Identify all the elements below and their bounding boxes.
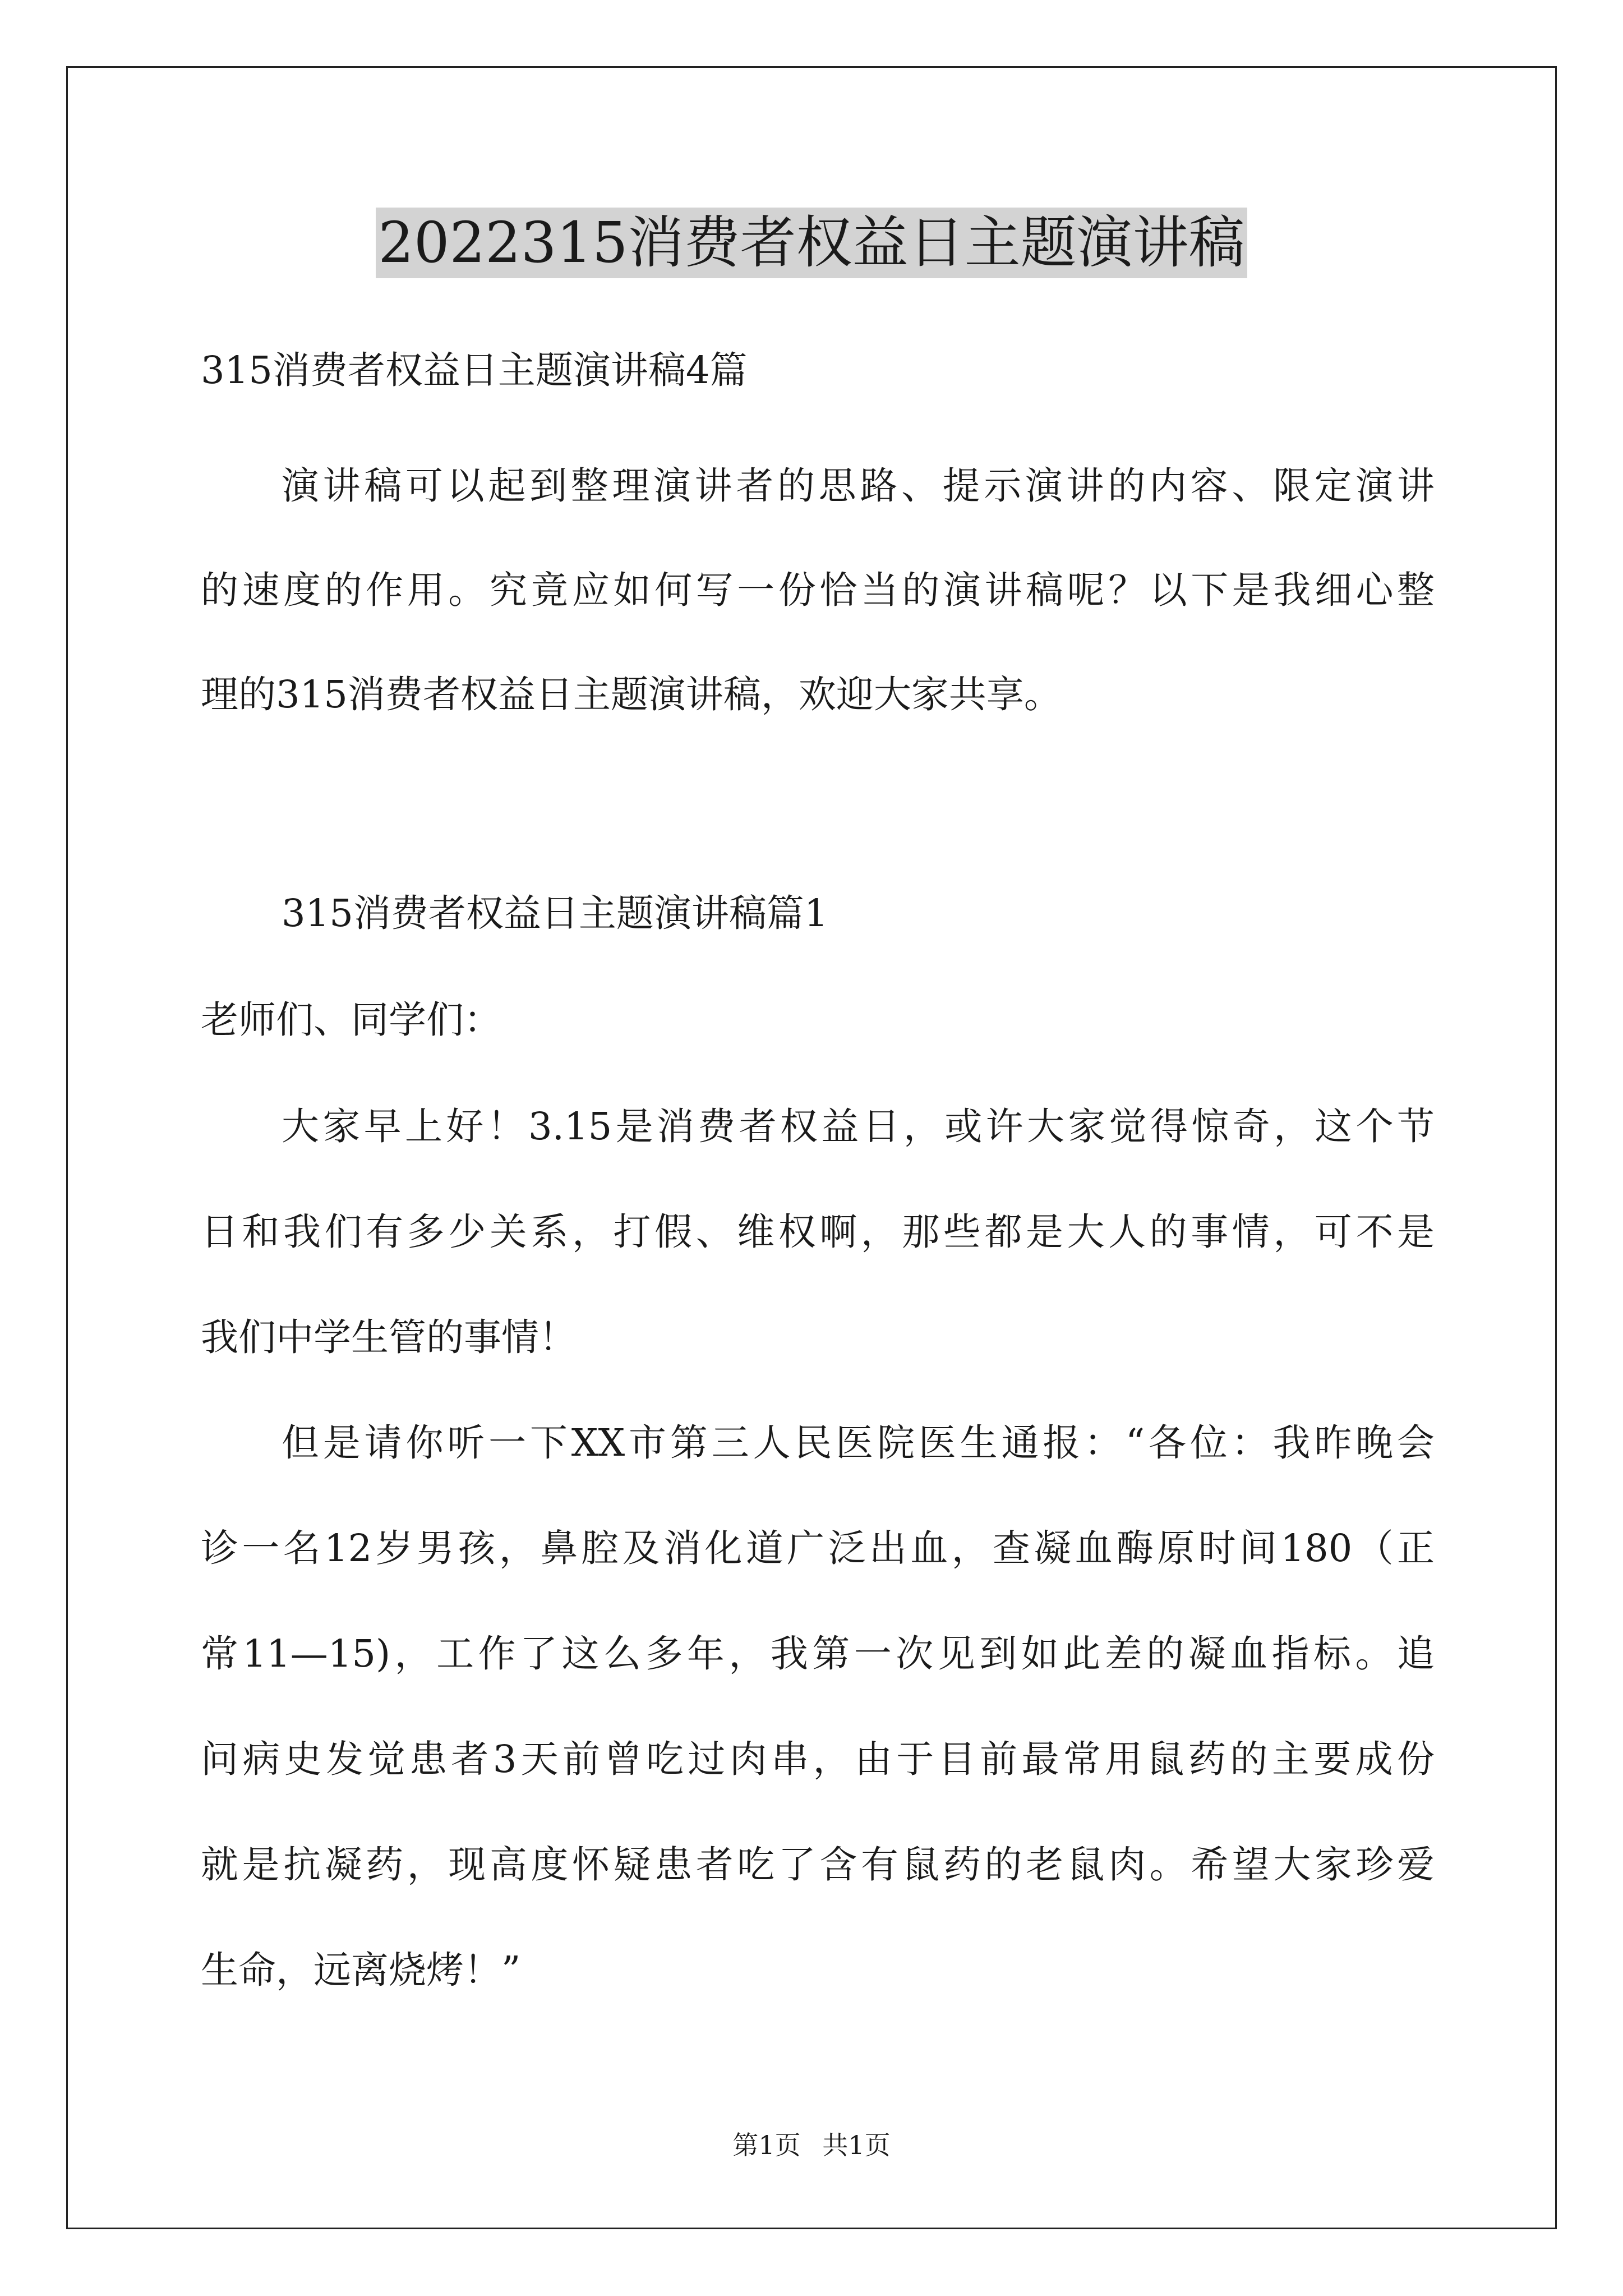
salutation-line: 老师们、同学们：	[201, 998, 501, 1042]
paragraph-line: 日和我们有多少关系，打假、维权啊，那些都是大人的事情，可不是	[201, 1210, 1435, 1254]
page-number: 第1页	[732, 2130, 801, 2160]
subtitle-line: 315消费者权益日主题演讲稿4篇	[201, 348, 748, 392]
page-footer	[0, 2125, 1623, 2162]
section-heading: 315消费者权益日主题演讲稿篇1	[282, 891, 828, 935]
paragraph-line: 生命，远离烧烤！”	[201, 1948, 521, 1992]
document-title: 2022315消费者权益日主题演讲稿	[376, 208, 1247, 278]
paragraph-line: 的速度的作用。究竟应如何写一份恰当的演讲稿呢？以下是我细心整	[201, 568, 1435, 612]
paragraph-line: 我们中学生管的事情！	[201, 1315, 577, 1359]
page-total: 共1页	[822, 2130, 891, 2160]
paragraph-line: 问病史发觉患者3天前曾吃过肉串，由于目前最常用鼠药的主要成份	[201, 1737, 1435, 1781]
paragraph-line: 就是抗凝药，现高度怀疑患者吃了含有鼠药的老鼠肉。希望大家珍爱	[201, 1843, 1435, 1887]
paragraph-line: 常11—15)，工作了这么多年，我第一次见到如此差的凝血指标。追	[201, 1632, 1435, 1676]
paragraph-line: 诊一名12岁男孩，鼻腔及消化道广泛出血，查凝血酶原时间180（正	[201, 1526, 1435, 1570]
title-container	[0, 208, 1623, 278]
paragraph-line: 理的315消费者权益日主题演讲稿，欢迎大家共享。	[201, 673, 1062, 716]
paragraph-line: 但是请你听一下XX市第三人民医院医生通报：“各位：我昨晚会	[282, 1421, 1435, 1465]
paragraph-line: 大家早上好！3.15是消费者权益日，或许大家觉得惊奇，这个节	[282, 1105, 1435, 1148]
paragraph-line: 演讲稿可以起到整理演讲者的思路、提示演讲的内容、限定演讲	[282, 464, 1435, 508]
